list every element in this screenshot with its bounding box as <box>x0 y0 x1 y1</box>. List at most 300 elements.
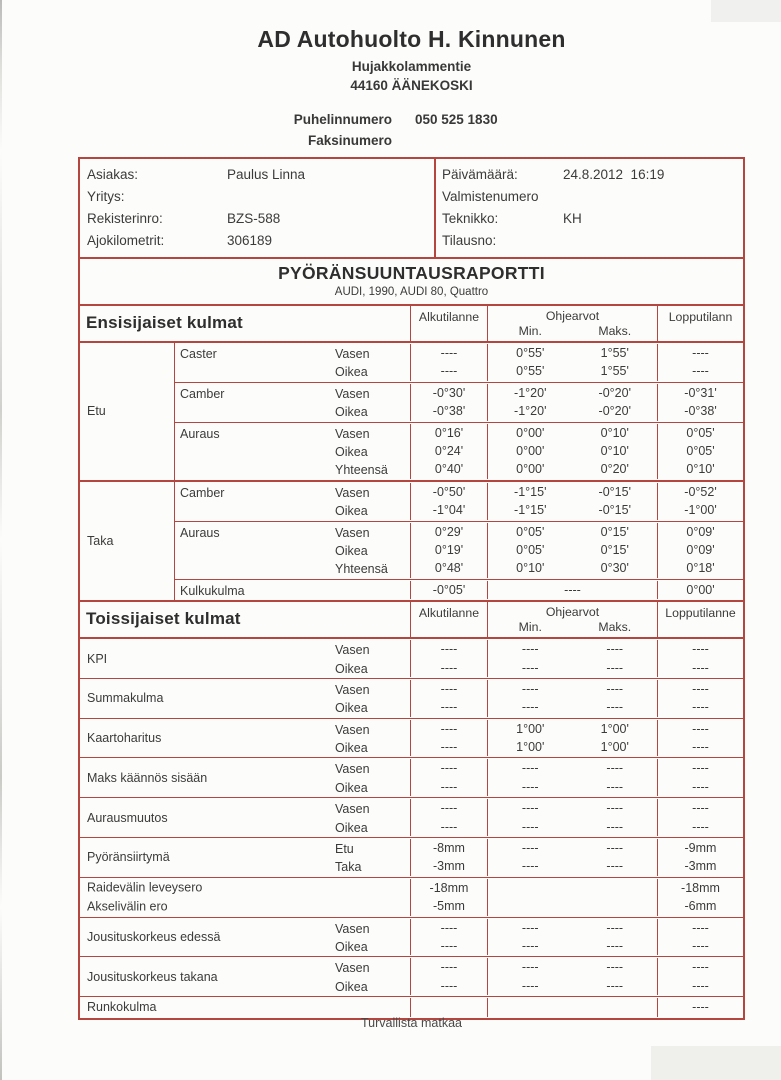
parameter-block <box>175 482 743 521</box>
customer-info-left <box>80 159 436 257</box>
parameter-block <box>80 917 743 957</box>
parameter-block <box>175 521 743 579</box>
max-value: ---- <box>606 920 624 935</box>
max-value: 0°10' <box>600 425 629 440</box>
parameter-name <box>87 769 207 787</box>
final-value: -1°00' <box>684 503 717 518</box>
table-header-row <box>80 602 743 639</box>
phone-value: 050 525 1830 <box>415 112 498 127</box>
max-value: ---- <box>606 660 624 675</box>
parameter-block <box>80 718 743 758</box>
spec-header-label: Ohjearvot <box>545 605 600 620</box>
final-value: ---- <box>692 721 709 736</box>
initial-value: -0°38' <box>432 404 466 419</box>
ajokilometrit-value: 306189 <box>227 232 273 248</box>
info-line-ajokilometrit <box>80 229 434 251</box>
min-value: -1°20' <box>514 385 547 400</box>
info-line-teknikko <box>436 207 743 229</box>
min-value: 0°00' <box>516 462 545 477</box>
side-labels <box>335 484 370 521</box>
parameter-label-cell <box>80 640 410 677</box>
spec-values-cell <box>487 384 657 421</box>
initial-value: 0°16' <box>434 425 464 440</box>
parameter-name <box>87 729 161 747</box>
side-label: Oikea <box>335 940 368 954</box>
final-value: 0°09' <box>686 524 715 539</box>
final-value: ---- <box>692 761 709 776</box>
max-values-column <box>573 720 658 757</box>
parameter-label-cell <box>175 483 410 520</box>
min-value: ---- <box>521 978 539 993</box>
final-value: ---- <box>692 939 709 953</box>
final-value: -9mm <box>684 841 717 856</box>
initial-value: 0°29' <box>434 524 464 539</box>
document-content <box>78 20 745 1020</box>
info-line-asiakas <box>80 163 434 185</box>
parameter-name-line: Kaartoharitus <box>87 730 162 745</box>
parameter-label-cell <box>175 581 410 599</box>
min-values-column <box>488 424 573 479</box>
initial-values-cell <box>410 998 487 1016</box>
min-value: 0°05' <box>516 542 545 557</box>
min-value: ---- <box>521 700 539 715</box>
table-section-title: Toissijaiset kulmat <box>86 609 241 629</box>
min-value: 0°55' <box>516 364 545 379</box>
paivamaara-value: 24.8.2012 16:19 <box>563 166 665 182</box>
final-values-cell <box>657 424 743 479</box>
parameter-label-cell <box>80 958 410 995</box>
parameter-block <box>80 996 743 1017</box>
final-value: ---- <box>692 740 709 755</box>
initial-value: -8mm <box>433 841 465 856</box>
spec-span-cell <box>487 998 657 1016</box>
parameter-name-line: Kulkukulma <box>180 583 245 598</box>
final-value: ---- <box>692 920 709 935</box>
parameter-name-line: Auraus <box>180 525 220 540</box>
min-value: 1°00' <box>516 740 545 755</box>
parameter-block <box>80 956 743 996</box>
parameter-name <box>180 345 217 363</box>
parameter-name <box>180 484 224 502</box>
max-value: ---- <box>606 960 624 975</box>
side-label: Oikea <box>335 701 368 716</box>
initial-values-cell <box>410 720 487 757</box>
parameter-name <box>87 998 156 1016</box>
final-value: ---- <box>692 364 709 379</box>
final-value: -6mm <box>684 899 717 914</box>
parameter-name-line: Caster <box>180 347 217 361</box>
parameter-label-cell <box>80 839 410 876</box>
max-value: 1°55' <box>600 364 629 379</box>
side-labels <box>335 641 370 678</box>
spec-subheaders <box>488 324 657 338</box>
initial-values-cell <box>410 483 487 520</box>
initial-value: ---- <box>440 761 458 776</box>
axle-group-blocks <box>80 639 743 1017</box>
side-label: Vasen <box>335 802 370 817</box>
min-value: ---- <box>521 642 539 657</box>
side-labels <box>335 425 388 480</box>
scan-edge-artifact <box>0 0 2 1080</box>
side-labels <box>335 800 370 837</box>
axle-group <box>80 639 743 1017</box>
spec-values-cell <box>487 799 657 836</box>
secondary-angles-table <box>80 600 743 1017</box>
column-header-spec <box>487 306 657 341</box>
side-label: Etu <box>335 842 354 857</box>
max-value: ---- <box>606 819 624 834</box>
spec-values-cell <box>487 839 657 876</box>
parameter-name-line: Pyöränsiirtymä <box>87 850 170 865</box>
final-values-cell <box>657 759 743 796</box>
final-value: ---- <box>692 819 709 834</box>
max-values-column <box>573 384 658 421</box>
initial-value: -1°04' <box>432 503 466 518</box>
parameter-block <box>175 422 743 480</box>
min-value: 0°00' <box>516 443 545 458</box>
initial-value: 0°19' <box>434 542 464 557</box>
max-value: 0°15' <box>600 524 629 539</box>
side-label: Oikea <box>335 365 368 380</box>
initial-value: -18mm <box>429 880 469 895</box>
max-values-column <box>573 344 658 381</box>
info-line-yritys <box>80 185 434 207</box>
report-frame <box>78 157 745 1020</box>
spec-values-cell <box>487 483 657 520</box>
company-name: AD Autohuolto H. Kinnunen <box>257 26 566 52</box>
info-line-tilausno <box>436 229 743 251</box>
tilausno-label: Tilausno: <box>442 232 497 248</box>
final-value: ---- <box>692 801 709 816</box>
side-labels <box>335 840 361 877</box>
final-value: ---- <box>692 1000 709 1015</box>
final-values-cell <box>657 799 743 836</box>
side-label: Vasen <box>335 682 370 697</box>
min-values-column <box>488 640 573 677</box>
final-value: 0°00' <box>686 582 715 597</box>
spec-values-cell <box>487 424 657 479</box>
min-value: 0°00' <box>516 425 545 440</box>
initial-value: ---- <box>440 801 458 816</box>
column-header-initial: Alkutilanne <box>410 306 487 341</box>
side-labels <box>335 681 370 718</box>
initial-value: ---- <box>440 819 458 834</box>
max-value: ---- <box>606 779 624 794</box>
side-labels <box>335 959 370 996</box>
initial-value: ---- <box>440 721 458 736</box>
side-label: Vasen <box>335 762 370 777</box>
spec-values-cell <box>487 680 657 717</box>
parameter-block <box>80 837 743 877</box>
axle-group <box>80 480 743 600</box>
side-label: Oikea <box>335 661 368 676</box>
parameter-name <box>180 582 245 600</box>
spec-span-cell <box>487 879 657 916</box>
initial-value: ---- <box>440 364 458 379</box>
max-values-column <box>573 483 658 520</box>
parameter-name-line: Aurausmuutos <box>87 810 168 825</box>
initial-values-cell <box>410 384 487 421</box>
max-value: 0°10' <box>600 443 629 458</box>
final-value: ---- <box>692 660 709 675</box>
customer-info-section <box>80 159 743 259</box>
initial-values-cell <box>410 958 487 995</box>
max-value: ---- <box>606 939 624 953</box>
parameter-block <box>175 343 743 382</box>
max-value: ---- <box>606 801 624 816</box>
min-values-column <box>488 759 573 796</box>
final-value: ---- <box>692 978 709 993</box>
final-value: -18mm <box>681 880 720 895</box>
customer-info-right <box>436 159 743 257</box>
initial-values-cell <box>410 879 487 916</box>
initial-value: 0°48' <box>434 561 464 576</box>
max-value: 1°00' <box>600 740 629 755</box>
side-label: Vasen <box>335 961 370 976</box>
info-line-paivamaara <box>436 163 743 185</box>
side-label: Oikea <box>335 741 368 756</box>
initial-value: -0°30' <box>432 385 466 400</box>
initial-value: ---- <box>440 960 458 975</box>
max-values-column <box>573 759 658 796</box>
max-value: ---- <box>606 859 624 874</box>
min-values-column <box>488 680 573 717</box>
spec-span-cell <box>487 581 657 599</box>
column-header-max: Maks. <box>598 620 632 635</box>
max-values-column <box>573 680 658 717</box>
teknikko-value: KH <box>563 210 582 226</box>
final-value: 0°10' <box>686 462 715 477</box>
report-title: PYÖRÄNSUUNTAUSRAPORTTI <box>278 263 545 283</box>
initial-value: ---- <box>440 740 458 755</box>
min-value: 0°05' <box>516 524 545 539</box>
final-value: -0°38' <box>684 404 717 419</box>
scan-smudge-bottom-right <box>651 1046 781 1080</box>
parameter-block <box>80 797 743 837</box>
max-value: 0°15' <box>600 542 629 557</box>
max-values-column <box>573 839 658 876</box>
side-label: Vasen <box>335 525 370 540</box>
side-label: Vasen <box>335 426 370 441</box>
spec-header-label: Ohjearvot <box>545 309 600 323</box>
max-value: -0°20' <box>598 385 631 400</box>
initial-values-cell <box>410 523 487 578</box>
parameter-name-line: Summakulma <box>87 691 164 706</box>
min-value: ---- <box>521 859 539 874</box>
initial-value: -0°50' <box>432 484 466 499</box>
parameter-name-line: Camber <box>180 386 225 401</box>
final-values-cell <box>657 384 743 421</box>
contact-block <box>78 112 745 148</box>
parameter-name-line: Camber <box>180 485 225 500</box>
min-value: ---- <box>521 660 539 675</box>
initial-value: -0°05' <box>432 582 466 597</box>
scan-smudge-top-right <box>711 0 781 22</box>
final-value: 0°09' <box>686 542 715 557</box>
side-label: Oikea <box>335 780 368 795</box>
max-value: 0°30' <box>600 561 629 576</box>
parameter-name-line: KPI <box>87 651 108 666</box>
max-values-column <box>573 919 658 956</box>
report-title-band <box>80 259 743 306</box>
min-value: 0°10' <box>516 561 545 576</box>
min-values-column <box>488 384 573 421</box>
min-value: ---- <box>521 960 539 975</box>
parameter-block <box>80 639 743 678</box>
final-values-cell <box>657 958 743 995</box>
column-header-final: Lopputilann <box>657 306 743 341</box>
parameter-block <box>175 579 743 600</box>
spec-values-cell <box>487 958 657 995</box>
max-value: ---- <box>606 841 624 856</box>
yritys-label: Yritys: <box>87 188 125 204</box>
column-header-initial: Alkutilanne <box>410 602 487 637</box>
side-label: Oikea <box>335 979 368 994</box>
side-label: Oikea <box>335 405 368 420</box>
axle-group-blocks <box>175 343 743 480</box>
teknikko-label: Teknikko: <box>442 210 499 226</box>
final-values-cell <box>657 680 743 717</box>
side-label: Taka <box>335 860 362 875</box>
max-value: ---- <box>606 642 624 657</box>
final-values-cell <box>657 523 743 578</box>
final-value: ---- <box>692 700 709 715</box>
initial-values-cell <box>410 759 487 796</box>
parameter-label-cell <box>80 998 410 1016</box>
min-values-column <box>488 344 573 381</box>
company-city: 44160 ÄÄNEKOSKI <box>350 78 473 93</box>
max-values-column <box>573 799 658 836</box>
parameter-name-line: Auraus <box>180 426 220 441</box>
parameter-name-line: Maks käännös sisään <box>87 770 208 785</box>
side-labels <box>335 721 370 758</box>
side-label: Vasen <box>335 722 370 737</box>
column-header-spec <box>487 602 657 637</box>
min-value: -1°15' <box>514 503 547 518</box>
min-values-column <box>488 958 573 995</box>
parameter-label-cell <box>175 384 410 421</box>
parameter-block <box>80 757 743 797</box>
min-value: ---- <box>521 819 539 834</box>
min-value: 1°00' <box>516 721 545 736</box>
parameter-label-cell <box>175 424 410 479</box>
max-value: ---- <box>606 761 624 776</box>
fax-label: Faksinumero <box>307 133 392 148</box>
final-value: -3mm <box>684 859 717 874</box>
parameter-label-cell <box>80 919 410 956</box>
spec-span-value: ---- <box>564 582 581 597</box>
initial-value: ---- <box>440 700 458 715</box>
max-value: 1°00' <box>600 721 629 736</box>
rekisterinro-value: BZS-588 <box>227 210 281 226</box>
final-value: ---- <box>692 681 709 696</box>
rekisterinro-label: Rekisterinro: <box>87 210 163 226</box>
initial-value: ---- <box>440 681 458 696</box>
final-values-cell <box>657 919 743 956</box>
final-value: -0°31' <box>684 385 717 400</box>
parameter-name <box>87 879 202 916</box>
max-value: -0°15' <box>598 484 631 499</box>
min-value: ---- <box>521 920 539 935</box>
parameter-name <box>87 968 218 986</box>
side-label: Yhteensä <box>335 562 388 577</box>
parameter-label-cell <box>80 680 410 717</box>
side-labels <box>335 345 370 382</box>
spec-values-cell <box>487 919 657 956</box>
final-values-cell <box>657 839 743 876</box>
min-values-column <box>488 483 573 520</box>
initial-values-cell <box>410 640 487 677</box>
max-values-column <box>573 640 658 677</box>
min-values-column <box>488 523 573 578</box>
parameter-label-cell <box>80 759 410 796</box>
parameter-block <box>175 382 743 422</box>
initial-value: ---- <box>440 346 458 360</box>
parameter-name <box>180 524 220 542</box>
parameter-block <box>80 877 743 917</box>
parameter-name-line: Runkokulma <box>87 1000 157 1015</box>
parameter-label-cell <box>80 720 410 757</box>
final-values-cell <box>657 344 743 381</box>
initial-value <box>411 998 487 1016</box>
side-labels <box>335 920 370 957</box>
spec-values-cell <box>487 640 657 677</box>
company-street: Hujakkolammentie <box>351 59 472 74</box>
max-value: -0°15' <box>598 503 631 518</box>
side-label: Oikea <box>335 820 368 835</box>
side-label: Oikea <box>335 444 368 459</box>
initial-value: ---- <box>440 920 458 935</box>
max-values-column <box>573 523 658 578</box>
max-value: -0°20' <box>598 404 631 419</box>
side-label: Vasen <box>335 921 370 936</box>
spec-values-cell <box>487 344 657 381</box>
parameter-name <box>180 425 220 443</box>
info-line-rekisterinro <box>80 207 434 229</box>
parameter-name <box>87 649 107 667</box>
initial-value: 0°40' <box>434 462 464 477</box>
min-value: ---- <box>521 681 539 696</box>
column-header-min: Min. <box>518 620 542 635</box>
parameter-name <box>87 848 170 866</box>
final-value: ---- <box>692 642 709 657</box>
parameter-name <box>87 808 168 826</box>
side-label: Oikea <box>335 504 368 519</box>
final-value: 0°05' <box>686 425 715 440</box>
final-value: ---- <box>692 960 709 975</box>
ajokilometrit-label: Ajokilometrit: <box>87 232 165 248</box>
max-value: 1°55' <box>600 346 629 360</box>
initial-value: ---- <box>440 779 458 794</box>
footer-note: Turvallista matkaa <box>361 1016 462 1030</box>
paivamaara-label: Päivämäärä: <box>442 166 518 182</box>
parameter-label-cell <box>80 879 410 916</box>
side-label: Vasen <box>335 386 370 401</box>
parameter-name-line: Raidevälin leveysero <box>87 880 203 895</box>
final-values-cell <box>657 640 743 677</box>
final-value: ---- <box>692 779 709 794</box>
min-values-column <box>488 720 573 757</box>
parameter-label-cell <box>175 344 410 381</box>
primary-angles-table <box>80 306 743 600</box>
final-value: 0°05' <box>686 443 715 458</box>
info-line-valmistenumero <box>436 185 743 207</box>
side-labels <box>335 385 370 422</box>
min-value: ---- <box>521 761 539 776</box>
asiakas-label: Asiakas: <box>87 166 139 182</box>
initial-value: ---- <box>440 660 458 675</box>
max-value: ---- <box>606 978 624 993</box>
